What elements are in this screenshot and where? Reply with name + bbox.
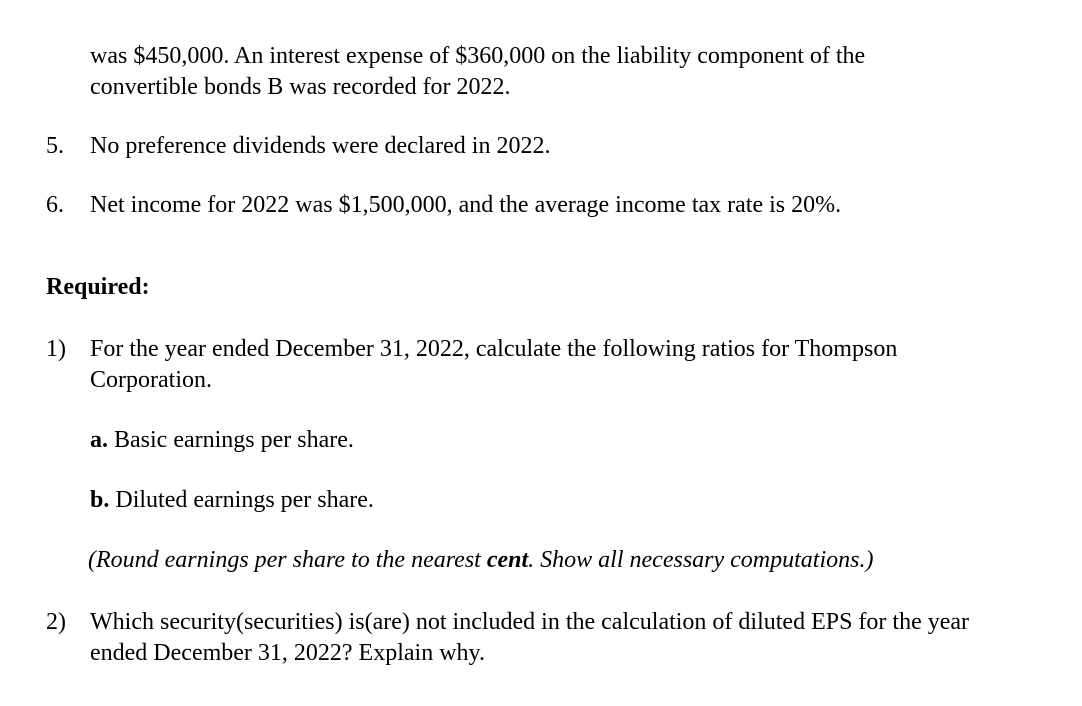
continuation-line-2: convertible bonds B was recorded for 2022. [90, 74, 511, 100]
sub-item-a-text: Basic earnings per share. [108, 427, 354, 453]
item-5-text: No preference dividends were declared in 2022. [90, 133, 551, 159]
rounding-note-emphasis: cent [486, 547, 529, 573]
sub-item-b-label: b. [90, 487, 110, 513]
sub-item-b [90, 485, 374, 516]
question-1-line-1: For the year ended December 31, 2022, calculate the following ratios for Thompson [90, 336, 898, 362]
continuation-line-1: was $450,000. An interest expense of $360,000 on the liability component of the [90, 43, 866, 69]
question-1-line-2: Corporation. [90, 367, 212, 393]
question-1-number: 1) [46, 336, 66, 362]
sub-item-a [90, 425, 354, 456]
question-2-line-1: Which security(securities) is(are) not included in the calculation of diluted EPS for the year [90, 609, 970, 635]
sub-item-a-label: a. [90, 427, 108, 453]
rounding-note [88, 545, 873, 576]
rounding-note-before: (Round earnings per share to the nearest [88, 547, 487, 573]
item-6-number: 6. [46, 192, 64, 218]
item-6-text: Net income for 2022 was $1,500,000, and the average income tax rate is 20%. [90, 192, 842, 218]
required-heading: Required: [46, 274, 150, 300]
question-2-number: 2) [46, 609, 66, 635]
item-5-number: 5. [46, 133, 64, 159]
rounding-note-after: . Show all necessary computations.) [528, 547, 874, 573]
sub-item-b-text: Diluted earnings per share. [109, 487, 374, 513]
question-2-line-2: ended December 31, 2022? Explain why. [90, 640, 485, 666]
